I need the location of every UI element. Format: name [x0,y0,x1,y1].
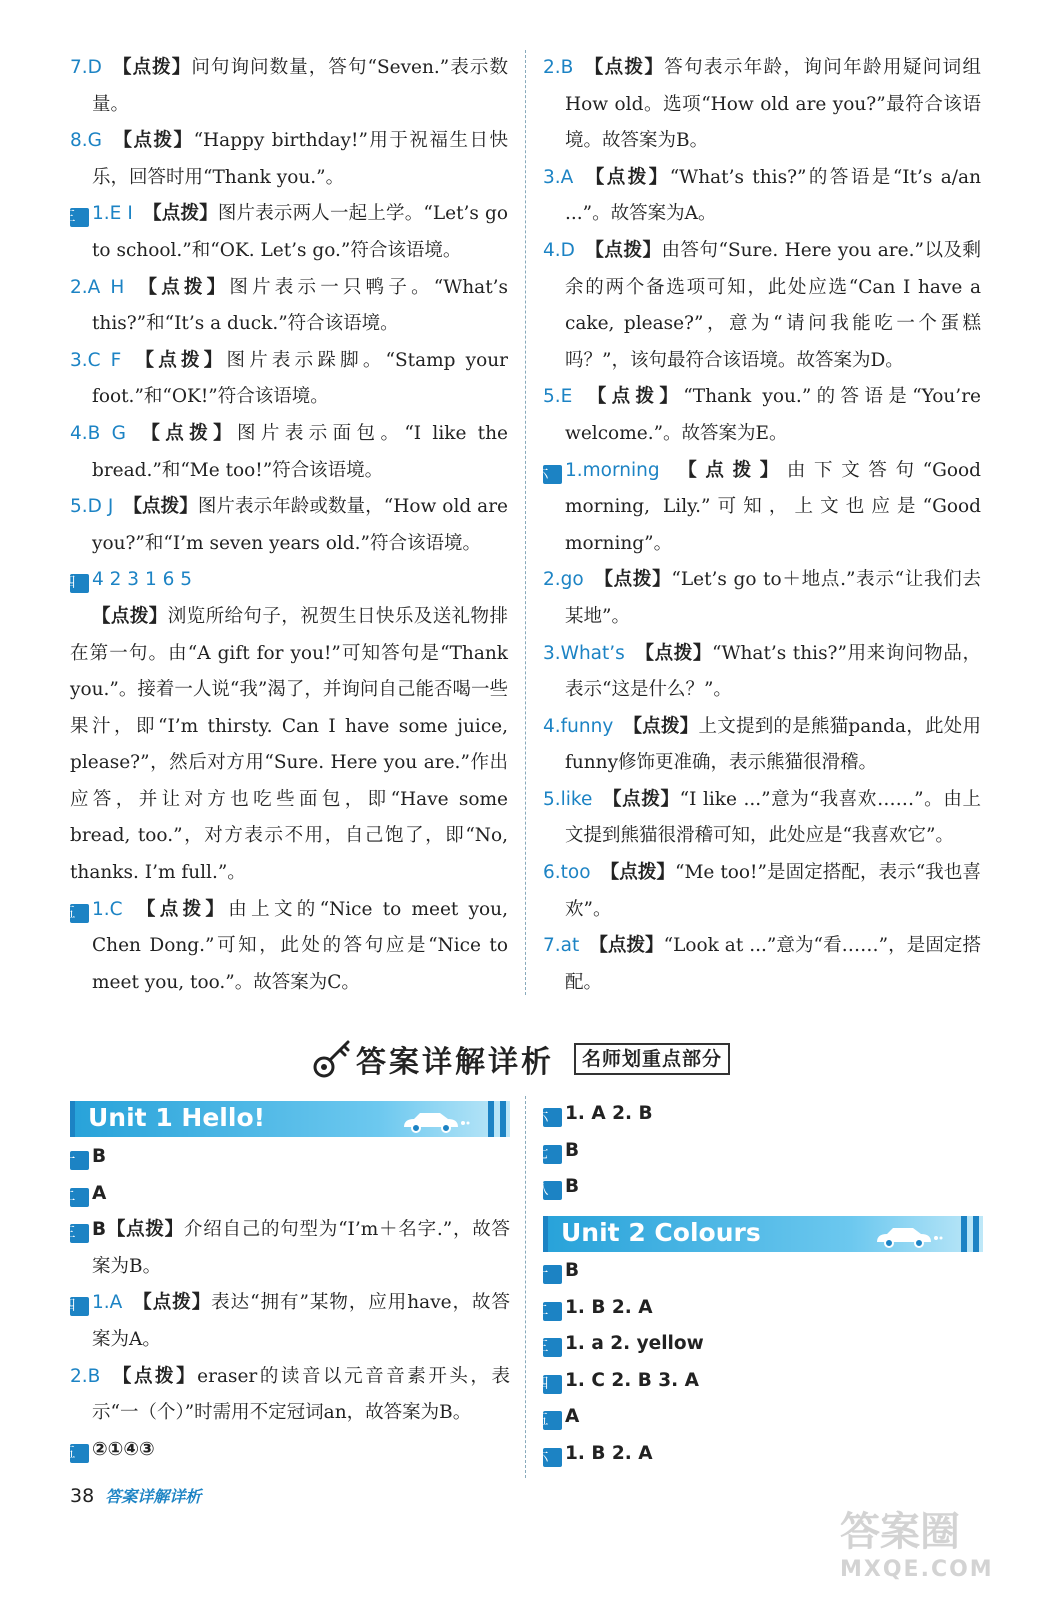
hint-tag: 【点拨】 [132,1292,212,1314]
section-number: 六 [543,1108,562,1127]
answer-key: E I [109,203,133,225]
answer-item [70,343,508,416]
answer-text: 由下文答句“Good morning, Lily.”可知，上文也应是“Good morning”。 [565,459,981,554]
answer-item [70,599,508,892]
answer-text: “I like ...”意为“我喜欢……”。由上文提到熊猫很滑稽可知，此处应是“我喜欢它”。 [565,788,981,847]
section-title-box: 名师划重点部分 [574,1043,730,1075]
question-number: 7. [543,935,561,957]
answer-key: D J [87,496,114,518]
answer-item [543,782,981,855]
page-footer [70,1484,201,1507]
section-number: 六 [543,465,562,484]
answer-item [543,636,981,709]
question-number: 1. [565,459,583,481]
answer-text: “What’s this?”的答语是“It’s a/an ...”。故答案为A。 [565,166,981,225]
question-number: 1. [92,1292,110,1314]
answer-item [543,855,981,928]
hint-tag: 【点拨】 [669,459,787,481]
answer-text: 介绍自己的句型为“I’m＋名字.”，故答案为B。 [92,1219,510,1277]
answer-text: ②①④③ [92,1438,155,1460]
answer-text: 答句表示年龄，询问年龄用疑问词组How old。选项“How old are you?”最符合该语境。故答案为B。 [565,57,981,152]
answer-key: A H [87,276,125,298]
answer-item [61,1212,510,1285]
left-column [61,50,509,1001]
answer-item [534,1253,983,1290]
answer-text: B [92,1146,107,1167]
hint-tag: 【点拨】 [593,569,672,591]
section-title-text: 答案详解详析 [356,1045,554,1080]
answer-item [61,562,508,599]
answer-key: morning [582,459,660,481]
hint-tag: 【点拨】 [582,386,684,408]
hint-tag: 【点拨】 [623,715,699,737]
section-number: 二 [70,1188,89,1207]
answer-text: eraser的读音以元音音素开头，表示“一（个）”时需用不定冠词an，故答案为B。 [92,1365,510,1424]
answer-item [70,1359,510,1432]
answer-item [543,709,981,782]
hint-tag: 【点拨】 [135,422,238,444]
hint-tag: 【点拨】 [106,1219,184,1241]
answer-key: E [560,386,573,408]
question-number: 3. [543,166,561,188]
answer-key: A [560,166,574,188]
answer-text: “Look at ...”意为“看……”，是固定搭配。 [565,935,981,993]
answer-key: go [560,569,584,591]
watermark: 答案圈 MXQE.COM [840,1509,994,1582]
answer-text: A [92,1182,107,1204]
question-number: 6. [543,862,561,884]
answer-key: D [560,239,575,261]
unit1-header [70,1101,510,1137]
answer-item [543,562,981,635]
answer-item [534,1436,983,1473]
answer-item [61,1432,510,1469]
unit2-title: Unit 2 Colours [561,1218,761,1247]
answer-item [61,1139,510,1176]
answer-text: 图片表示跺脚。“Stamp your foot.”和“OK!”符合该语境。 [92,349,508,408]
answer-item [70,123,508,196]
section-number: 三 [70,1224,89,1243]
answer-text: 表达“拥有”某物，应用have，故答案为A。 [92,1292,510,1350]
answer-item [534,1363,983,1400]
question-number: 4. [543,715,561,737]
section-number: 四 [70,1297,89,1316]
answer-item [534,1133,983,1170]
answer-text: 1. a 2. yellow [565,1333,704,1355]
page-number: 38 [70,1485,95,1507]
answer-text: 1. C 2. B 3. A [565,1369,699,1391]
hint-tag: 【点拨】 [602,788,680,810]
question-number: 4. [70,422,88,444]
answer-key: at [560,935,580,957]
question-number: 5. [543,788,561,810]
answer-text: 问句询问数量，答句“Seven.”表示数量。 [92,57,508,115]
question-number: 3. [70,349,88,371]
key-icon [310,1037,354,1081]
answer-text: B [565,1176,580,1198]
hint-tag: 【点拨】 [583,57,665,78]
answer-text: “What’s this?”用来询问物品，表示“这是什么？”。 [565,642,981,701]
answer-text: 1. A 2. B [565,1103,653,1124]
column-divider [525,50,526,995]
car-icon [400,1109,470,1133]
section-number: 四 [543,1375,562,1394]
answer-key: 4 2 3 1 6 5 [92,569,193,591]
answer-text: 1. B 2. A [565,1296,653,1318]
hint-tag: 【点拨】 [134,276,230,298]
answer-item [534,1096,983,1133]
answer-key: C F [87,349,122,371]
question-number: 3. [543,642,561,664]
hint-tag: 【点拨】 [123,496,198,518]
answer-text: “Thank you.”的答语是“You’re welcome.”。故答案为E。 [565,386,981,444]
answer-key: funny [560,715,614,737]
answer-text: 由答句“Sure. Here you are.”以及剩余的两个备选项可知，此处应选“Can I have a cake, please?”，意为“请问我能吃一个蛋糕吗？”，该句最符合该语境。故答案为D。 [565,239,981,371]
answer-key: B [87,1365,101,1387]
answer-key: What’s [560,642,625,664]
answer-text: “Let’s go to＋地点.”表示“让我们去某地”。 [565,569,981,627]
section-number: 一 [543,1265,562,1284]
unit1-title: Unit 1 Hello! [88,1103,266,1132]
answer-text: A [565,1406,580,1428]
question-number: 5. [70,496,88,518]
unit2-answers [534,1253,983,1473]
section-number: 三 [70,208,89,227]
answer-item [61,892,508,1002]
answer-item [543,233,981,379]
answer-text: “Happy birthday!”用于祝福生日快乐，回答时用“Thank you.”。 [92,130,508,188]
answer-item [70,270,508,343]
question-number: 7. [70,57,88,78]
hint-tag: 【点拨】 [110,1365,198,1387]
section-number: 六 [543,1448,562,1467]
answer-text: 浏览所给句子，祝贺生日快乐及送礼物排在第一句。由“A gift for you!”可知答句是“Thank you.”。接着一人说“我”渴了，并询问自己能否喝一些果汁，即“I’m thirsty. Can I have some juice, please?”，然后对方用“Sure. Here you are.”作出应答，并让对方也吃些面包，即“Have some bread, too.”，对方表示不用，自己饱了，即“No, thanks. I’m full.”。 [70,605,508,884]
unit1-answers [61,1139,510,1468]
answer-text: B [565,1260,580,1281]
question-number: 2. [70,1365,88,1387]
answer-item [543,928,981,1001]
answer-item [61,1285,510,1358]
answer-item [534,1290,983,1327]
answer-item [534,1326,983,1363]
question-number: 4. [543,239,561,261]
answer-item [543,379,981,452]
answer-key: like [560,788,593,810]
answer-item [61,196,508,269]
answer-item [70,416,508,489]
answer-text: 1. B 2. A [565,1442,653,1464]
answer-key: A [109,1292,123,1314]
hint-tag: 【点拨】 [634,642,713,664]
section-title [0,1035,1037,1085]
section-number: 二 [543,1302,562,1321]
hint-tag: 【点拨】 [111,57,192,78]
answer-item [534,1399,983,1436]
section-number: 三 [543,1338,562,1357]
answer-key: too [560,862,591,884]
footer-brand: 答案详解详析 [105,1487,202,1506]
car-icon [873,1224,943,1248]
hint-tag: 【点拨】 [142,203,218,225]
answer-key: C [109,898,123,920]
section-number: 五 [70,1444,89,1463]
answer-text: 图片表示两人一起上学。“Let’s go to school.”和“OK. Let’s go.”符合该语境。 [92,203,508,261]
answer-item [543,50,981,160]
hint-tag: 【点拨】 [589,935,664,957]
answer-text: B [565,1139,580,1161]
question-number: 2. [543,57,561,78]
section-number: 七 [543,1145,562,1164]
answer-key: B G [87,422,126,444]
question-number: 2. [70,276,88,298]
section-number: 一 [70,1151,89,1170]
question-number: 8. [70,130,88,152]
question-number: 2. [543,569,561,591]
answer-item [534,453,981,563]
answer-key: B [560,57,574,78]
column-divider [525,1096,526,1478]
question-number: 1. [92,898,110,920]
hint-tag: 【点拨】 [112,130,194,152]
hint-tag: 【点拨】 [583,166,670,188]
answer-text: 图片表示面包。“I like the bread.”和“Me too!”符合该语境。 [92,422,508,481]
unit2-header [543,1216,983,1252]
answer-text: 上文提到的是熊猫panda，此处用funny修饰更准确，表示熊猫很滑稽。 [565,715,981,774]
hint-tag: 【点拨】 [132,898,229,920]
question-number: 5. [543,386,561,408]
right-column [534,50,981,1001]
section-number: 五 [70,904,89,923]
answer-text: “Me too!”是固定搭配，表示“我也喜欢”。 [565,862,981,920]
answer-text: 图片表示年龄或数量，“How old are you?”和“I’m seven years old.”符合该语境。 [92,496,508,554]
section-number: 四 [70,574,89,593]
hint-tag: 【点拨】 [131,349,227,371]
hint-tag: 【点拨】 [584,239,662,261]
unit1-answers-cont [534,1096,983,1206]
answer-key: G [87,130,102,152]
hint-tag: 【点拨】 [600,862,676,884]
answer-key: D [87,57,102,78]
question-number: 1. [92,203,110,225]
answer-text: 图片表示一只鸭子。“What’s this?”和“It’s a duck.”符合该语境。 [92,276,509,335]
answer-item [543,160,981,233]
answer-text: 由上文的“Nice to meet you, Chen Dong.”可知，此处的答句应是“Nice to meet you, too.”。故答案为C。 [92,898,508,993]
answer-item [534,1169,983,1206]
answer-item [70,50,508,123]
section-number: 八 [543,1181,562,1200]
hint-tag: 【点拨】 [92,605,168,627]
answer-item [70,489,508,562]
answer-item [61,1176,510,1213]
section-number: 五 [543,1411,562,1430]
answer-key: B [92,1219,107,1241]
